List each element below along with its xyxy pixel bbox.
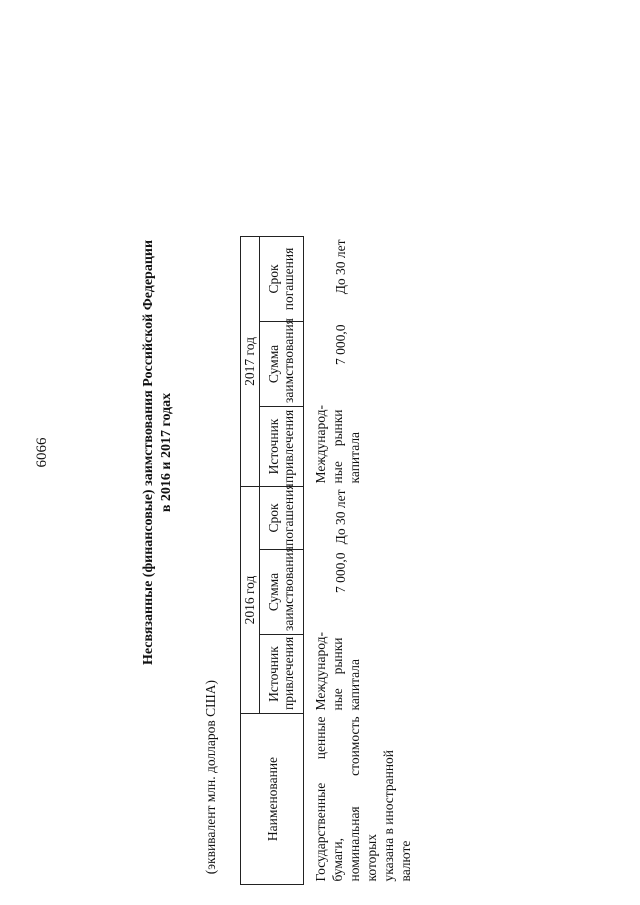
document-title	[140, 0, 176, 905]
cell-amount-2017: 7 000,0	[333, 324, 348, 365]
header-source-2017: Источник привлечения	[259, 406, 303, 486]
header-source-2016: Источник привлечения	[259, 635, 303, 714]
header-year-2017: 2017 год	[241, 236, 260, 486]
cell-amount-2016: 7 000,0	[333, 552, 348, 593]
cell-term-2017: До 30 лет	[333, 239, 348, 295]
unit-note: (эквивалент млн. долларов США)	[203, 680, 218, 875]
header-name: Наименование	[241, 714, 304, 885]
title-line-1: Несвязанные (финансовые) заимствования Российской Федерации	[141, 239, 156, 666]
page-number: 6066	[34, 437, 50, 468]
header-amount-2017: Сумма заимствования	[259, 321, 303, 406]
cell-source-2016: Международ- ные рынки капитала	[313, 632, 362, 711]
header-amount-2016: Сумма заимствования	[259, 550, 303, 635]
title-line-2: в 2016 и 2017 годах	[159, 392, 174, 513]
header-term-2017: Срок погашения	[259, 236, 303, 321]
header-year-2016: 2016 год	[241, 486, 260, 713]
header-term-2016: Срок погашения	[259, 486, 303, 549]
cell-term-2016: До 30 лет	[333, 489, 348, 545]
table-row	[304, 236, 415, 884]
cell-name: Государственные ценные бумаги, номинальная стоимость которых указана в иностранной валюте	[313, 716, 413, 882]
borrowings-table	[240, 236, 414, 885]
cell-source-2017: Международ- ные рынки капитала	[313, 405, 362, 484]
